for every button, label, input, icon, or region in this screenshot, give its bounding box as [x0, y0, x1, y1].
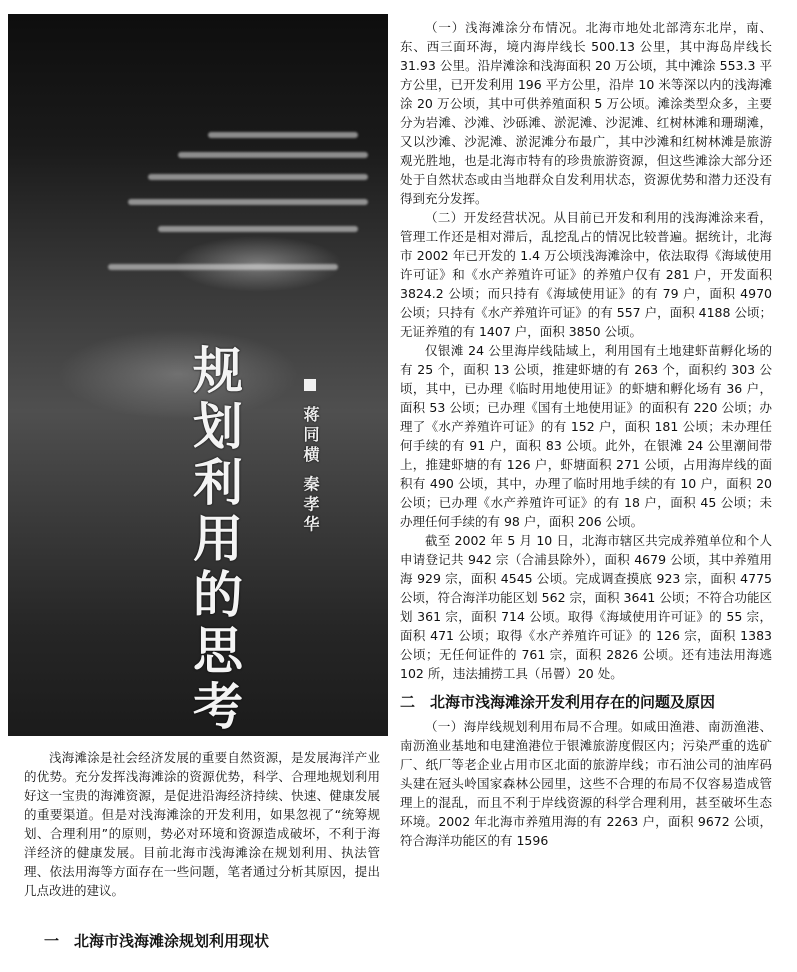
- paragraph-operation: （二）开发经营状况。从目前已开发和利用的浅海滩涂来看，管理工作还是相对滞后，乱挖乱占的情况比较普遍。据统计，北海市 2002 年已开发的 1.4 万公顷浅海滩涂中，依法取得《海域使用许可证》和《水产养殖许可证》的养殖户仅有 281 户，开发面积 3824.2 公顷；而只持有《海域使用证》的有 79 户，面积 4970 公顷；只持有《水产养殖许可证》的有 557 户，面积 4188 公顷；无证养殖的有 1407 户，面积 3850 公顷。: [400, 210, 772, 339]
- cover-photo: [8, 14, 388, 736]
- wave-highlight: [108, 264, 338, 270]
- intro-paragraph: 浅海滩涂是社会经济发展的重要自然资源，是发展海洋产业的优势。充分发挥浅海滩涂的资源优势，科学、合理地规划利用好这一宝贵的海滩资源，是促进沿海经济持续、快速、健康发展的重要渠道。但是对浅海滩涂的开发利用，如果忽视了“统筹规划、合理利用”的原则，势必对环境和资源造成破坏，不利于海洋经济的健康发展。目前北海市浅海滩涂在规划利用、执法管理、依法用海等方面存在一些问题，笔者通过分析其原因，提出几点改进的建议。: [24, 750, 380, 898]
- wave-highlight: [208, 132, 358, 138]
- author-names: 蒋同横 秦孝华: [301, 406, 320, 536]
- paragraph-distribution: （一）浅海滩涂分布情况。北海市地处北部湾东北岸，南、东、西三面环海，境内海岸线长 500.13 公里，其中海岛岸线长 31.93 公里。沿岸滩涂和浅海面积 20 万公顷，其中滩涂 553.3 平方公里，已开发利用 196 平方公里，沿岸 10 米等深以内的浅海滩涂 20 万公顷，其中可供养殖面积 5 万公顷。滩涂类型众多，主要分为岩滩、沙滩、沙砾滩、淤泥滩、沙泥滩、红树林滩和珊瑚滩，又以沙滩、沙泥滩、淤泥滩分布最广，其中沙滩和红树林滩是旅游观光胜地，也是北海市特有的珍贵旅游资源，但这些滩涂大部分还处于自然状态或由当地群众自发利用状态，资源优势和潜力还没有得到充分发挥。: [400, 20, 772, 206]
- paragraph-yintan: 仅银滩 24 公里海岸线陆域上，利用国有土地建虾苗孵化场的有 25 个，面积 13 公顷，推建虾塘的有 263 个，面积约 303 公顷，其中，已办理《临时用地使用证》的虾塘和孵化场有 36 户，面积 53 公顷；已办理《国有土地使用证》的面积有 220 公顷；办理了《水产养殖许可证》的有 152 户，面积 181 公顷；未办理任何手续的有 91 户，面积 83 公顷。此外，在银滩 24 公里潮间带上，推建虾塘的有 126 户，虾塘面积 271 公顷，占用海岸线的面积有 490 公顷，其中，办理了临时用地手续的有 10 户，面积 20 公顷；已办理《水产养殖许可证》的有 18 户，面积 45 公顷；未办理任何手续的有 98 户，面积 206 公顷。: [400, 343, 772, 529]
- right-column: [400, 18, 772, 850]
- intro-column: [24, 748, 380, 900]
- section-heading-1: 一 北海市浅海滩涂规划利用现状: [44, 932, 270, 950]
- paragraph-layout-problem: （一）海岸线规划利用布局不合理。如咸田渔港、南沥渔港、南沥渔业基地和电建渔港位于银滩旅游度假区内；污染严重的选矿厂、纸厂等老企业占用市区北面的旅游岸线；市石油公司的油库码头建在冠头岭国家森林公园里，这些不合理的布局不仅容易造成管理上的混乱，而且不利于岸线资源的科学合理利用，甚至破坏生态环境。2002 年北海市养殖用海的有 2263 户，面积 9672 公顷，符合海洋功能区的有 1596: [400, 719, 772, 848]
- article-title: 规划利用的思考: [185, 344, 244, 736]
- author-bullet: [304, 379, 316, 391]
- wave-highlight: [128, 199, 368, 205]
- paragraph-registration: 截至 2002 年 5 月 10 日，北海市辖区共完成养殖单位和个人申请登记共 942 宗（合浦县除外），面积 4679 公顷，其中养殖用海 929 宗，面积 4545 公顷。完成调查摸底 923 宗，面积 4775 公顷，符合海洋功能区划 562 宗，面积 3641 公顷；不符合功能区划 361 宗，面积 714 公顷。取得《海域使用许可证》的 55 宗，面积 471 公顷；取得《水产养殖许可证》的 126 宗，面积 1383 公顷；无任何证件的 761 宗，面积 2826 公顷。还有违法用海逃 102 所，违法捕捞工具（吊罾）20 处。: [400, 533, 772, 681]
- wave-highlight: [148, 174, 368, 180]
- section-heading-2: 二 北海市浅海滩涂开发利用存在的问题及原因: [400, 693, 716, 711]
- wave-highlight: [158, 226, 358, 232]
- wave-highlight: [178, 152, 368, 158]
